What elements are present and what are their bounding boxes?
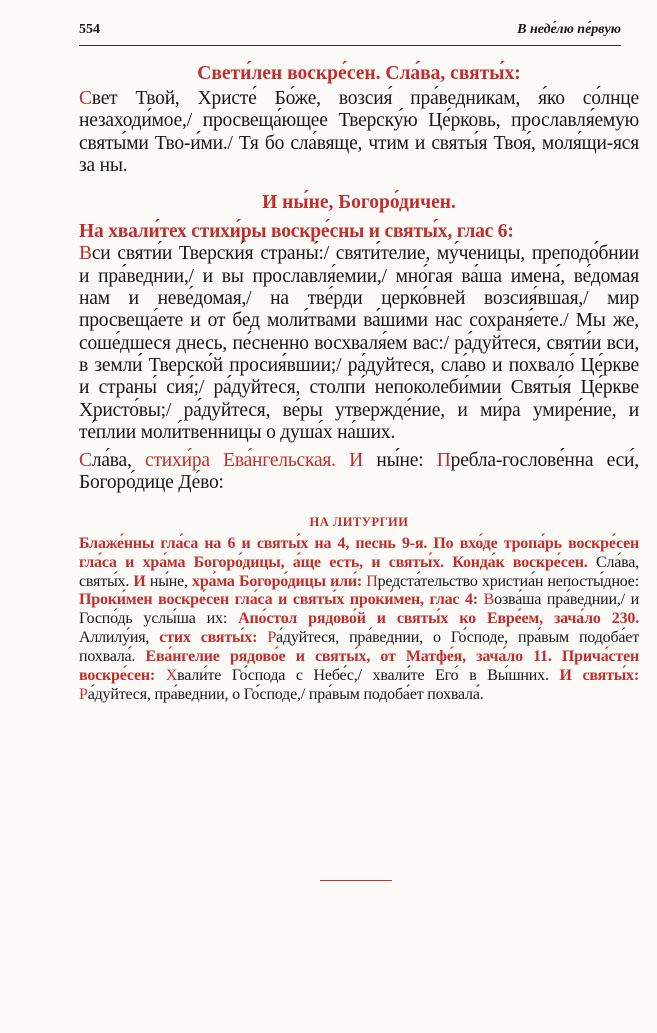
- rubric: Проки́мен воскре́сен гла́са и святы́х проки́мен, глас 4:: [79, 591, 478, 609]
- slava-red: стихи́ра Ева́нгельская. И: [145, 450, 364, 472]
- rubric: Ева́нгелие рядово́е и святы́х, от Матфе́я, зача́ло 11. Прича́стен воскре́сен:: [79, 648, 639, 685]
- rubric: И: [133, 572, 146, 590]
- rubric: стих святы́х:: [159, 629, 258, 647]
- end-rule: [320, 880, 392, 881]
- hvalitekh-body: си святи́и Тверски́я страны́:/ святи́телие, му́ченицы, преподо́бнии и пра́веднии,/ и вы прославля́емии,/ мно́гая ва́ша имена́, ве́домая нам и неве́домая,/ на тве́рди церко́вней возсия́вшая,/ мир просвеща́ете и от бед моли́твами ва́шими нас сохраня́ете./ Мы же, соше́дшеся днесь, пе́сненно восхваля́ем вас:/ ра́дуйтеся, святи́и вси, в земли́ Тверско́й просия́вшии;/ ра́дуйтеся, сла́во и похвало́ Це́ркве и страны́ сия́;/ ра́дуйтеся, столпи́ непоколеби́мии Святы́я Це́ркве Христо́вы;/ ра́дуйтеся, ве́ры утвержде́ние, и ми́ра умире́ние, и те́плии моли́твенницы о душа́х на́ших.: [79, 243, 639, 443]
- drop-initial: В: [79, 243, 92, 265]
- hvalitekh-title: На хвали́тех стихи́ры воскре́сны и святы́х, глас 6:: [79, 221, 514, 243]
- svetilen-title: Свети́лен воскре́сен. Сла́ва, святы́х:: [197, 63, 521, 84]
- nyne-title: И ны́не, Богоро́дичен.: [262, 192, 456, 214]
- svetilen-body: вет Твой, Христе́ Бо́же, возсия́ пра́ведникам, я́ко со́лнце незаходи́мое,/ просвеща́ющее Тверску́ю Це́рковь, прославля́емую святы́ми Тво-и́ми./ Тя бо сла́вяще, чтим и святы́я Твоя́, моля́щи-яся за ны.: [79, 88, 639, 176]
- drop-initial: С: [79, 88, 92, 109]
- slava-line: [79, 450, 639, 495]
- drop-initial: Х: [165, 667, 178, 685]
- liturgy-segment: озва́ша пра́веднии,/ и Госпо́дь услы́ша их:: [79, 591, 639, 628]
- liturgy-segment: Сла́ва, святы́х.: [79, 553, 639, 590]
- slava-part2: ны́не:: [376, 450, 424, 472]
- rubric: Блаже́нны гла́са на 6 и святы́х на 4, песнь 9-я. По вхо́де тропа́рь воскре́сен гла́са и хра́ма Богоро́дицы, а́ще есть, и святы́х. Конда́к воскре́сен.: [79, 534, 639, 571]
- liturgy-text: [79, 535, 639, 705]
- rubric: Апо́стол рядово́й и святы́х ко Евре́ем, зача́ло 230.: [238, 610, 639, 628]
- hvalitekh-text: [79, 243, 639, 444]
- svetilen-text: [79, 88, 639, 177]
- slava-part3: ребла-гослове́нна еси́, Богоро́дице Де́во:: [79, 450, 639, 494]
- liturgy-segment: редста́тельство христиа́н непосты́дное:: [377, 572, 639, 590]
- drop-initial: П: [366, 572, 378, 590]
- page-body: [79, 62, 639, 705]
- page-number: 554: [79, 22, 100, 37]
- slava-part1: ла́ва,: [91, 450, 132, 472]
- running-title: В неде́лю пе́рвую: [517, 22, 621, 37]
- rubric: хра́ма Богоро́дицы или́:: [192, 572, 363, 590]
- drop-initial: П: [436, 450, 451, 472]
- drop-initial: Р: [79, 686, 88, 703]
- liturgy-segment: ны́не,: [149, 572, 188, 590]
- liturgy-segment: а́дуйтеся, пра́веднии, о Го́споде,/ пра́вым подоба́ет похвала́.: [87, 686, 484, 703]
- liturgy-segment: а́дуйтеся, пра́веднии, о Го́споде, пра́вым подоба́ет похвала́.: [79, 629, 639, 666]
- drop-initial: В: [483, 591, 495, 609]
- liturgy-segment: вали́те Го́спода с Небе́с,/ хвали́те Его́ в Вы́шних.: [177, 667, 549, 685]
- liturgy-title: НА ЛИТУРГИИ: [309, 514, 409, 529]
- drop-initial: С: [79, 450, 92, 472]
- rubric: И святы́х:: [559, 667, 639, 685]
- drop-initial: Р: [267, 629, 277, 647]
- liturgy-segment: Аллилу́ия,: [79, 629, 150, 647]
- header-rule: [79, 45, 621, 46]
